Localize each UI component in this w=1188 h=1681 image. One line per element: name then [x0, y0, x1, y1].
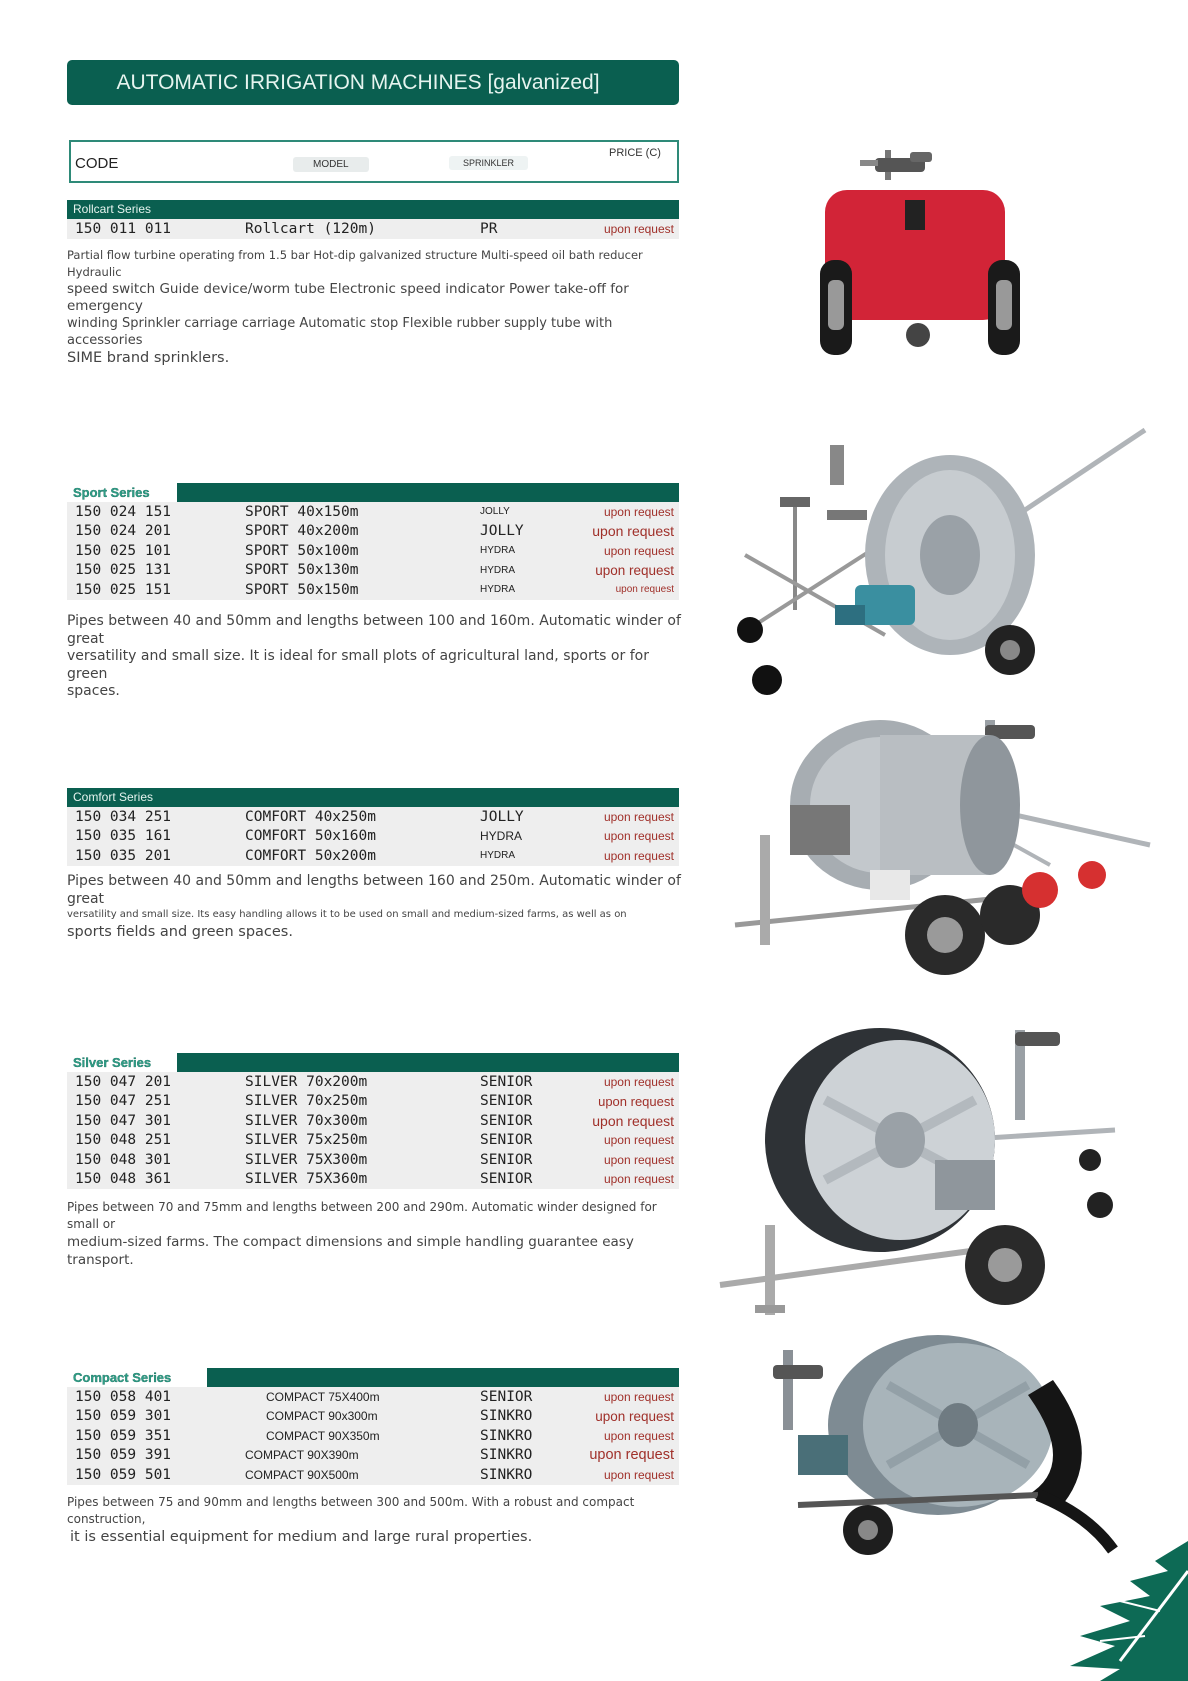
product-sprinkler: SINKRO — [480, 1447, 533, 1464]
product-price: upon request — [589, 1447, 674, 1464]
description-line: medium-sized farms. The compact dimensions and simple handling guarantee easy transport. — [67, 1234, 634, 1268]
description-line: winding Sprinkler carriage carriage Automatic stop Flexible rubber supply tube with accessories — [67, 316, 613, 348]
series-label: Rollcart Series — [73, 202, 152, 216]
product-sprinkler: JOLLY — [480, 506, 510, 518]
product-code: 150 047 301 — [75, 1112, 172, 1129]
product-sprinkler: SENIOR — [480, 1151, 533, 1168]
product-model: SPORT 40x150m — [245, 503, 359, 520]
description-line: Partial flow turbine operating from 1.5 bar Hot-dip galvanized structure Multi-speed oil bath reducer Hydraulic — [67, 248, 643, 279]
comfort-section — [67, 788, 679, 866]
product-model: SILVER 70x250m — [245, 1093, 368, 1110]
product-model: SILVER 75X360m — [245, 1171, 368, 1188]
product-model: COMFORT 50x200m — [245, 847, 376, 864]
product-code: 150 059 351 — [75, 1427, 172, 1444]
product-code: 150 047 201 — [75, 1073, 172, 1090]
table-row — [67, 1446, 679, 1466]
sport-image — [735, 425, 1147, 700]
table-row — [67, 1072, 679, 1092]
table-row — [67, 541, 679, 561]
description-line: Pipes between 75 and 90mm and lengths between 300 and 500m. With a robust and compact construction, — [67, 1495, 635, 1526]
series-label: Compact Series — [73, 1370, 172, 1385]
comfort-description — [67, 872, 682, 942]
compact-image — [758, 1335, 1118, 1565]
product-sprinkler: JOLLY — [480, 523, 524, 540]
product-model: SILVER 75x250m — [245, 1132, 368, 1149]
product-sprinkler: HYDRA — [480, 850, 516, 862]
series-title — [67, 200, 679, 219]
product-price: upon request — [595, 1408, 674, 1424]
product-code: 150 011 011 — [75, 220, 172, 237]
table-row — [67, 1465, 679, 1485]
header-price: PRICE (C) — [609, 147, 661, 159]
header-sprinkler: SPRINKLER — [449, 156, 528, 170]
product-code: 150 024 201 — [75, 523, 172, 540]
product-price: upon request — [603, 848, 674, 863]
product-price: upon request — [603, 1074, 674, 1089]
product-model: COMPACT 75X400m — [266, 1389, 380, 1404]
product-table — [67, 1072, 679, 1189]
product-model: SILVER 70x300m — [245, 1112, 368, 1129]
series-label: Comfort Series — [73, 790, 154, 804]
description-line: Pipes between 70 and 75mm and lengths between 200 and 290m. Automatic winder designed for small or — [67, 1200, 657, 1231]
product-model: SILVER 70x200m — [245, 1073, 368, 1090]
product-sprinkler: JOLLY — [480, 808, 524, 825]
product-code: 150 035 201 — [75, 847, 172, 864]
table-row — [67, 502, 679, 522]
product-sprinkler: SINKRO — [480, 1427, 533, 1444]
product-price: upon request — [603, 809, 674, 824]
product-sprinkler: SENIOR — [480, 1132, 533, 1149]
compact-description — [67, 1494, 682, 1547]
product-price: upon request — [603, 1389, 674, 1404]
comfort-image — [730, 715, 1160, 1005]
table-row — [67, 1131, 679, 1151]
product-table — [67, 1387, 679, 1485]
product-code: 150 048 301 — [75, 1151, 172, 1168]
product-code: 150 025 101 — [75, 542, 172, 559]
product-price: upon request — [592, 1112, 674, 1129]
product-sprinkler: SENIOR — [480, 1388, 533, 1405]
product-code: 150 058 401 — [75, 1388, 172, 1405]
description-line: it is essential equipment for medium and large rural properties. — [70, 1529, 533, 1545]
description-line: speed switch Guide device/worm tube Electronic speed indicator Power take-off for emergency — [67, 281, 629, 314]
product-model: COMFORT 40x250m — [245, 808, 376, 825]
silver-image — [715, 1020, 1135, 1320]
series-title — [67, 1053, 679, 1072]
table-row — [67, 1170, 679, 1190]
product-price: upon request — [592, 523, 674, 540]
product-model: SPORT 50x130m — [245, 562, 359, 579]
product-code: 150 048 361 — [75, 1171, 172, 1188]
product-code: 150 034 251 — [75, 808, 172, 825]
product-sprinkler: SENIOR — [480, 1093, 533, 1110]
sport-description — [67, 613, 682, 701]
product-code: 150 025 131 — [75, 562, 172, 579]
series-title — [67, 788, 679, 807]
product-model: COMPACT 90X350m — [266, 1428, 380, 1443]
product-model: Rollcart (120m) — [245, 220, 376, 237]
product-code: 150 025 151 — [75, 581, 172, 598]
table-row — [67, 1092, 679, 1112]
silver-description — [67, 1199, 682, 1269]
rollcart-description — [67, 247, 682, 368]
product-sprinkler: HYDRA — [480, 564, 516, 576]
product-sprinkler: HYDRA — [480, 584, 516, 596]
series-label: Silver Series — [73, 1055, 152, 1070]
rollcart-section — [67, 200, 679, 239]
table-row — [67, 561, 679, 581]
product-price: upon request — [603, 1152, 674, 1167]
table-row — [67, 827, 679, 847]
product-code: 150 047 251 — [75, 1093, 172, 1110]
product-price: upon request — [603, 543, 674, 558]
description-line: Pipes between 40 and 50mm and lengths between 100 and 160m. Automatic winder of great — [67, 613, 681, 647]
product-model: COMPACT 90X500m — [245, 1467, 359, 1482]
product-price: upon request — [603, 1428, 674, 1443]
product-code: 150 059 391 — [75, 1447, 172, 1464]
table-row — [67, 1426, 679, 1446]
product-price: upon request — [603, 1467, 674, 1482]
description-line: SIME brand sprinklers. — [67, 350, 230, 366]
product-table — [67, 502, 679, 600]
description-line: Pipes between 40 and 50mm and lengths between 160 and 250m. Automatic winder of great — [67, 873, 681, 907]
product-model: COMPACT 90x300m — [266, 1409, 378, 1424]
leaf-decoration-icon — [1060, 1541, 1188, 1681]
product-model: SILVER 75X300m — [245, 1151, 368, 1168]
compact-section — [67, 1368, 679, 1485]
product-sprinkler: HYDRA — [480, 829, 523, 844]
product-sprinkler: HYDRA — [480, 545, 516, 557]
product-code: 150 059 501 — [75, 1466, 172, 1483]
product-sprinkler: SENIOR — [480, 1073, 533, 1090]
product-price: upon request — [598, 1093, 674, 1109]
series-title — [67, 483, 679, 502]
table-row — [67, 1407, 679, 1427]
description-line: spaces. — [67, 683, 120, 699]
series-label: Sport Series — [73, 485, 150, 500]
product-model: SPORT 40x200m — [245, 523, 359, 540]
page-title: AUTOMATIC IRRIGATION MACHINES [galvanized] — [67, 60, 679, 105]
product-code: 150 035 161 — [75, 828, 172, 845]
product-price: upon request — [615, 584, 674, 596]
table-row — [67, 807, 679, 827]
silver-section — [67, 1053, 679, 1189]
product-sprinkler: PR — [480, 220, 498, 237]
sport-section — [67, 483, 679, 600]
product-code: 150 048 251 — [75, 1132, 172, 1149]
product-price: upon request — [603, 1133, 674, 1148]
product-sprinkler: SENIOR — [480, 1112, 533, 1129]
description-line: versatility and small size. It is ideal for small plots of agricultural land, sports or for green — [67, 648, 649, 682]
rollcart-image — [820, 150, 1020, 365]
table-row — [67, 219, 679, 239]
product-table — [67, 219, 679, 239]
product-price: upon request — [595, 562, 674, 578]
product-price: upon request — [603, 221, 674, 236]
product-sprinkler: SENIOR — [480, 1171, 533, 1188]
product-code: 150 024 151 — [75, 503, 172, 520]
table-row — [67, 846, 679, 866]
product-table — [67, 807, 679, 866]
description-line: versatility and small size. Its easy handling allows it to be used on small and medium-sized farms, as well as on — [67, 909, 627, 920]
product-price: upon request — [603, 504, 674, 519]
product-price: upon request — [603, 829, 674, 844]
header-code: CODE — [75, 155, 119, 172]
table-row — [67, 1387, 679, 1407]
series-title — [67, 1368, 679, 1387]
table-row — [67, 522, 679, 542]
table-row — [67, 580, 679, 600]
product-sprinkler: SINKRO — [480, 1466, 533, 1483]
product-model: SPORT 50x150m — [245, 581, 359, 598]
table-row — [67, 1150, 679, 1170]
product-price: upon request — [603, 1172, 674, 1187]
product-model: COMFORT 50x160m — [245, 828, 376, 845]
product-model: COMPACT 90X390m — [245, 1448, 359, 1463]
product-sprinkler: SINKRO — [480, 1408, 533, 1425]
description-line: sports fields and green spaces. — [67, 924, 293, 940]
column-header — [69, 140, 679, 183]
product-model: SPORT 50x100m — [245, 542, 359, 559]
table-row — [67, 1111, 679, 1131]
product-code: 150 059 301 — [75, 1408, 172, 1425]
header-model: MODEL — [293, 157, 369, 172]
